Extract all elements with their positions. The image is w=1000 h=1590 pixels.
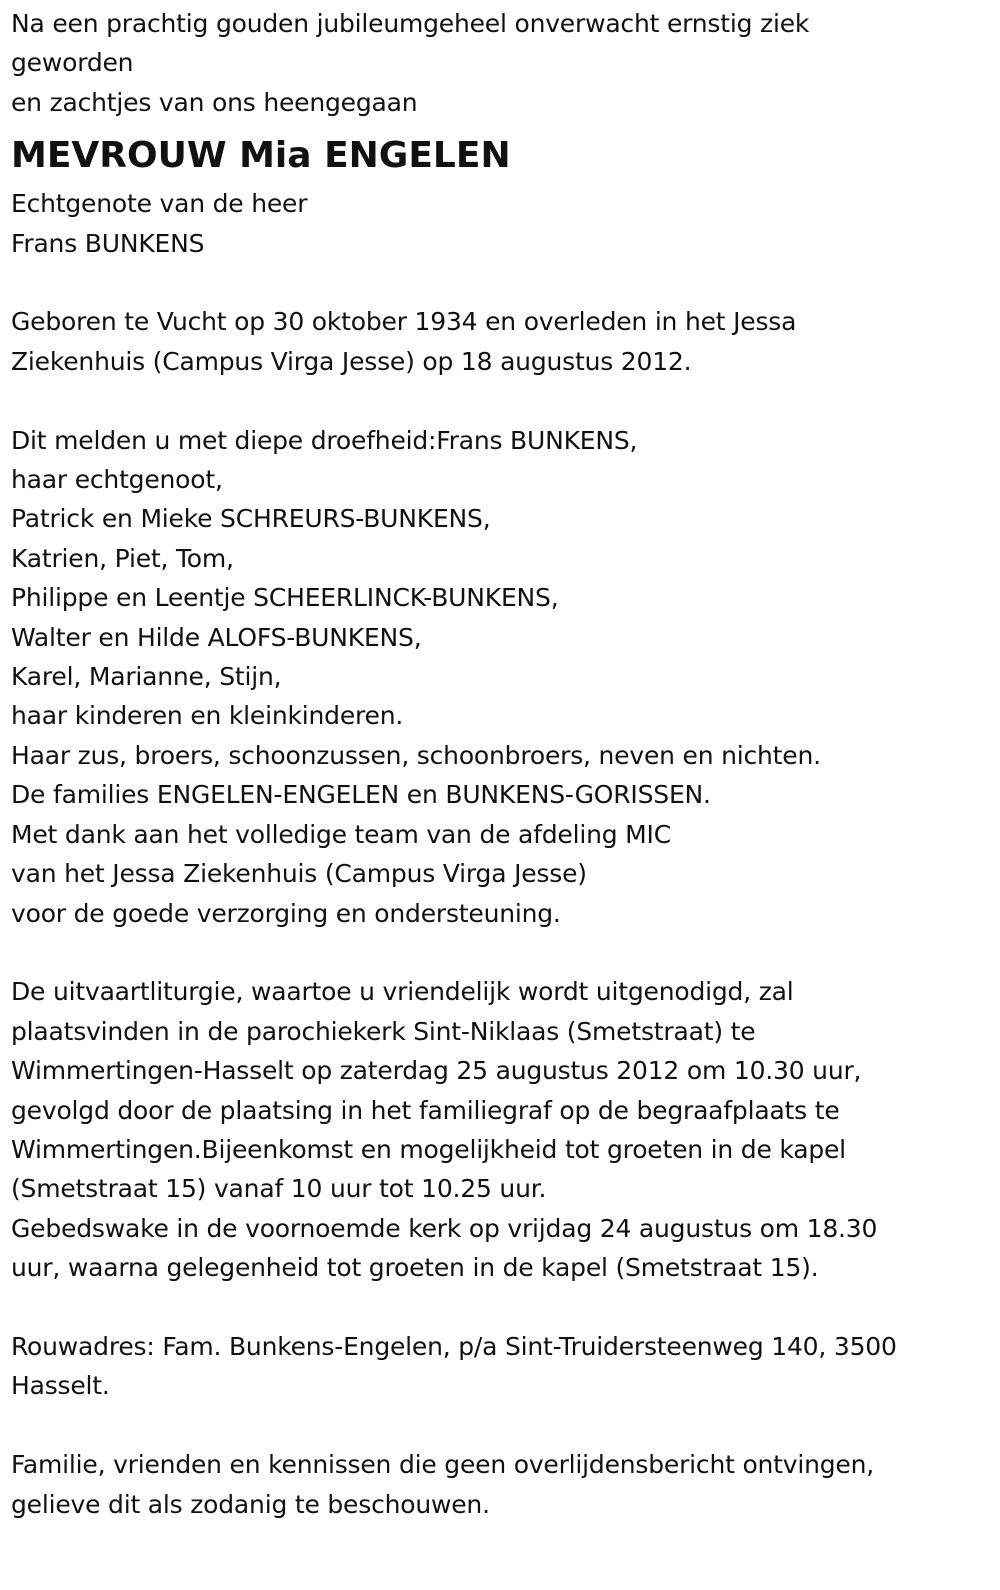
- announcer-line: van het Jessa Ziekenhuis (Campus Virga Jesse): [11, 859, 587, 889]
- announcer-line: Walter en Hilde ALOFS-BUNKENS,: [11, 622, 422, 652]
- announcer-line: haar kinderen en kleinkinderen.: [11, 701, 404, 731]
- spouse-paragraph: [11, 184, 986, 263]
- birth-death-line: Ziekenhuis (Campus Virga Jesse) op 18 augustus 2012.: [11, 346, 692, 376]
- funeral-line: Wimmertingen.Bijeenkomst en mogelijkheid tot groeten in de kapel: [11, 1134, 846, 1164]
- announcer-line: Dit melden u met diepe droefheid:Frans BUNKENS,: [11, 425, 638, 455]
- announcer-line: Katrien, Piet, Tom,: [11, 543, 234, 573]
- address-paragraph: [11, 1327, 986, 1406]
- spouse-line: Frans BUNKENS: [11, 228, 205, 258]
- paragraph-gap: [11, 933, 986, 972]
- announcer-line: Met dank aan het volledige team van de afdeling MIC: [11, 819, 671, 849]
- paragraph-gap: [11, 1288, 986, 1327]
- address-line: Hasselt.: [11, 1371, 110, 1401]
- birth-death-paragraph: [11, 302, 986, 381]
- funeral-line: plaatsvinden in de parochiekerk Sint-Niklaas (Smetstraat) te: [11, 1016, 756, 1046]
- funeral-line: Gebedswake in de voornoemde kerk op vrijdag 24 augustus om 18.30: [11, 1213, 878, 1243]
- announcer-line: Karel, Marianne, Stijn,: [11, 662, 282, 692]
- funeral-line: (Smetstraat 15) vanaf 10 uur tot 10.25 uur.: [11, 1174, 547, 1204]
- birth-death-line: Geboren te Vucht op 30 oktober 1934 en overleden in het Jessa: [11, 307, 797, 337]
- announcer-line: Haar zus, broers, schoonzussen, schoonbroers, neven en nichten.: [11, 740, 821, 770]
- paragraph-gap: [11, 1406, 986, 1445]
- announcer-line: haar echtgenoot,: [11, 465, 223, 495]
- obituary-document: [11, 4, 986, 1524]
- paragraph-gap: [11, 381, 986, 420]
- funeral-line: uur, waarna gelegenheid tot groeten in de kapel (Smetstraat 15).: [11, 1253, 819, 1283]
- funeral-line: Wimmertingen-Hasselt op zaterdag 25 augustus 2012 om 10.30 uur,: [11, 1056, 862, 1086]
- announcer-line: Philippe en Leentje SCHEERLINCK-BUNKENS,: [11, 583, 559, 613]
- announcer-line: voor de goede verzorging en ondersteuning.: [11, 898, 561, 928]
- intro-paragraph: [11, 4, 986, 122]
- closing-line: gelieve dit als zodanig te beschouwen.: [11, 1489, 490, 1519]
- address-line: Rouwadres: Fam. Bunkens-Engelen, p/a Sint-Truidersteenweg 140, 3500: [11, 1331, 897, 1361]
- funeral-line: gevolgd door de plaatsing in het familiegraf op de begraafplaats te: [11, 1095, 840, 1125]
- spouse-line: Echtgenote van de heer: [11, 189, 308, 219]
- announcers-paragraph: [11, 421, 986, 933]
- funeral-line: De uitvaartliturgie, waartoe u vriendelijk wordt uitgenodigd, zal: [11, 977, 794, 1007]
- intro-line: Na een prachtig gouden jubileumgeheel onverwacht ernstig ziek: [11, 9, 810, 38]
- closing-line: Familie, vrienden en kennissen die geen overlijdensbericht ontvingen,: [11, 1450, 875, 1480]
- funeral-paragraph: [11, 972, 986, 1287]
- intro-line: en zachtjes van ons heengegaan: [11, 87, 418, 117]
- intro-line: geworden: [11, 48, 134, 78]
- paragraph-gap: [11, 263, 986, 302]
- announcer-line: Patrick en Mieke SCHREURS-BUNKENS,: [11, 504, 491, 534]
- closing-paragraph: [11, 1445, 986, 1524]
- deceased-name: MEVROUW Mia ENGELEN: [11, 135, 511, 177]
- announcer-line: De families ENGELEN-ENGELEN en BUNKENS-GORISSEN.: [11, 780, 711, 810]
